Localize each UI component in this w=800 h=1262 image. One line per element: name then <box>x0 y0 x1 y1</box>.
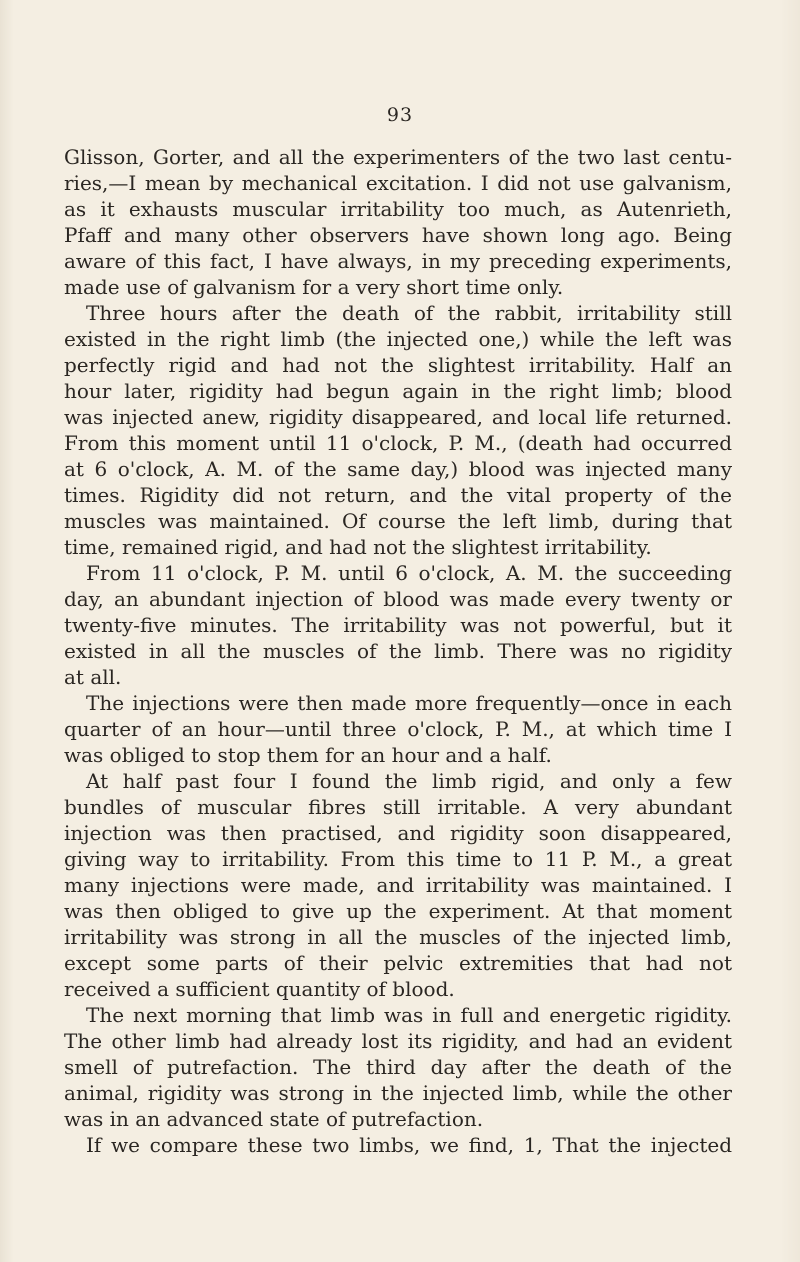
text-line: The injections were then made more frequently—once in each <box>86 691 732 715</box>
text-line: time, remained rigid, and had not the slightest irritability. <box>64 535 652 559</box>
text-line: giving way to irritability. From this time to 11 P. M., a great <box>64 847 732 871</box>
text-line: was injected anew, rigidity disappeared, and local life returned. <box>64 405 732 429</box>
text-line: hour later, rigidity had begun again in the right limb; blood <box>64 379 732 403</box>
text-line: perfectly rigid and had not the slightest irritability. Half an <box>64 353 732 377</box>
text-line: The next morning that limb was in full and energetic rigidity. <box>86 1003 732 1027</box>
text-line: times. Rigidity did not return, and the vital property of the <box>64 483 732 507</box>
text-line: at 6 o'clock, A. M. of the same day,) blood was injected many <box>64 457 732 481</box>
text-line: From this moment until 11 o'clock, P. M., (death had occurred <box>64 431 732 455</box>
text-line: Pfaff and many other observers have shown long ago. Being <box>64 223 732 247</box>
text-line: aware of this fact, I have always, in my preceding experiments, <box>64 249 732 273</box>
text-line: bundles of muscular fibres still irritable. A very abundant <box>64 795 732 819</box>
text-line: except some parts of their pelvic extremities that had not <box>64 951 732 975</box>
text-line: was then obliged to give up the experiment. At that moment <box>64 899 732 923</box>
text-line: animal, rigidity was strong in the injected limb, while the other <box>64 1081 732 1105</box>
text-line: irritability was strong in all the muscles of the injected limb, <box>64 925 732 949</box>
body-text <box>64 144 732 1158</box>
text-line: many injections were made, and irritability was maintained. I <box>64 873 732 897</box>
text-line: Three hours after the death of the rabbit, irritability still <box>86 301 732 325</box>
text-line: Glisson, Gorter, and all the experimenters of the two last centu- <box>64 145 732 169</box>
text-line: From 11 o'clock, P. M. until 6 o'clock, A. M. the succeeding <box>86 561 732 585</box>
text-line: was in an advanced state of putrefaction. <box>64 1107 484 1131</box>
text-line: day, an abundant injection of blood was made every twenty or <box>64 587 732 611</box>
text-line: At half past four I found the limb rigid, and only a few <box>86 769 732 793</box>
text-line: made use of galvanism for a very short time only. <box>64 275 564 299</box>
text-line: If we compare these two limbs, we find, 1, That the injected <box>86 1133 732 1157</box>
text-line: at all. <box>64 665 122 689</box>
text-line: received a sufficient quantity of blood. <box>64 977 455 1001</box>
text-line: twenty-five minutes. The irritability was not powerful, but it <box>64 613 732 637</box>
text-line: as it exhausts muscular irritability too much, as Autenrieth, <box>64 197 732 221</box>
text-line: smell of putrefaction. The third day after the death of the <box>64 1055 732 1079</box>
page-number: 93 <box>386 104 414 126</box>
text-line: existed in the right limb (the injected one,) while the left was <box>64 327 732 351</box>
text-line: ries,—I mean by mechanical excitation. I did not use galvanism, <box>64 171 732 195</box>
text-line: was obliged to stop them for an hour and a half. <box>64 743 552 767</box>
text-line: muscles was maintained. Of course the left limb, during that <box>64 509 732 533</box>
text-line: existed in all the muscles of the limb. There was no rigidity <box>64 639 732 663</box>
text-line: The other limb had already lost its rigidity, and had an evident <box>64 1029 732 1053</box>
text-line: quarter of an hour—until three o'clock, P. M., at which time I <box>64 717 732 741</box>
text-line: injection was then practised, and rigidity soon disappeared, <box>64 821 732 845</box>
